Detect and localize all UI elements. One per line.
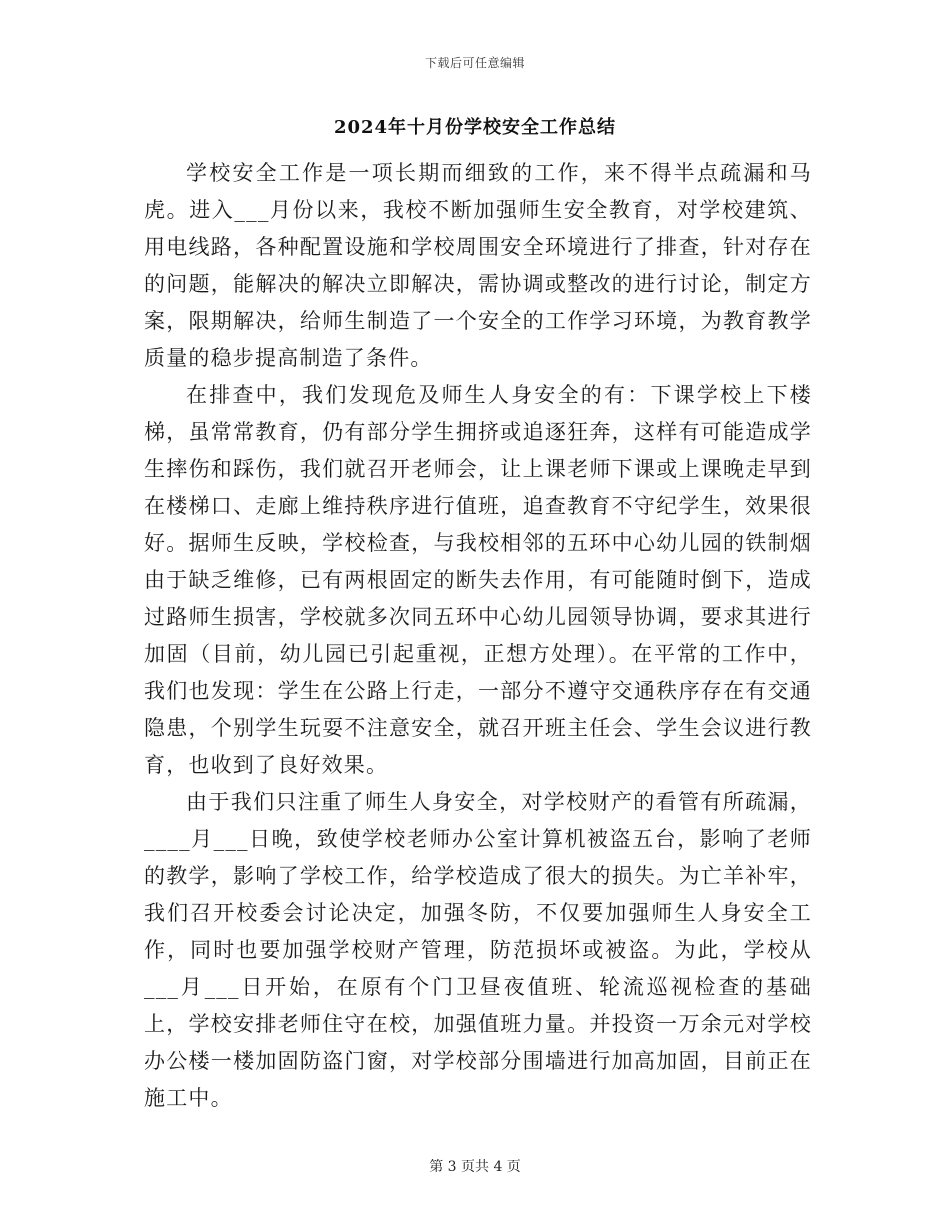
paragraph-2: 在排查中，我们发现危及师生人身安全的有：下课学校上下楼梯，虽常常教育，仍有部分学生拥挤或追逐狂奔，这样有可能造成学生摔伤和踩伤，我们就召开老师会，让上课老师下课或上课晚走早到在楼梯口、走廊上维持秩序进行值班，追查教育不守纪学生，效果很好。据师生反映，学校检查，与我校相邻的五环中心幼儿园的铁制烟由于缺乏维修，已有两根固定的断失去作用，有可能随时倒下，造成过路师生损害，学校就多次同五环中心幼儿园领导协调，要求其进行加固（目前，幼儿园已引起重视，正想方处理）。在平常的工作中，我们也发现：学生在公路上行走，一部分不遵守交通秩序存在有交通隐患，个别学生玩耍不注意安全，就召开班主任会、学生会议进行教育，也收到了良好效果。 (144, 383, 812, 777)
paragraph-1: 学校安全工作是一项长期而细致的工作，来不得半点疏漏和马虎。进入___月份以来，我校不断加强师生安全教育，对学校建筑、用电线路，各种配置设施和学校周围安全环境进行了排查，针对存在的问题，能解决的解决立即解决，需协调或整改的进行讨论，制定方案，限期解决，给师生制造了一个安全的工作学习环境，为教育教学质量的稳步提高制造了条件。 (144, 161, 812, 370)
document-body (144, 155, 812, 1117)
page-number: 第 3 页共 4 页 (429, 1159, 521, 1175)
document-title: 2024年十月份学校安全工作总结 (333, 117, 617, 138)
paragraph-3: 由于我们只注重了师生人身安全，对学校财产的看管有所疏漏，____月___日晚，致使学校老师办公室计算机被盗五台，影响了老师的教学，影响了学校工作，给学校造成了很大的损失。为亡羊补牢，我们召开校委会讨论决定，加强冬防，不仅要加强师生人身安全工作，同时也要加强学校财产管理，防范损坏或被盗。为此，学校从___月___日开始，在原有个门卫昼夜值班、轮流巡视检查的基础上，学校安排老师住守在校，加强值班力量。并投资一万余元对学校办公楼一楼加固防盗门窗，对学校部分围墙进行加高加固，目前正在施工中。 (144, 790, 812, 1110)
header-note: 下载后可任意编辑 (424, 56, 525, 70)
